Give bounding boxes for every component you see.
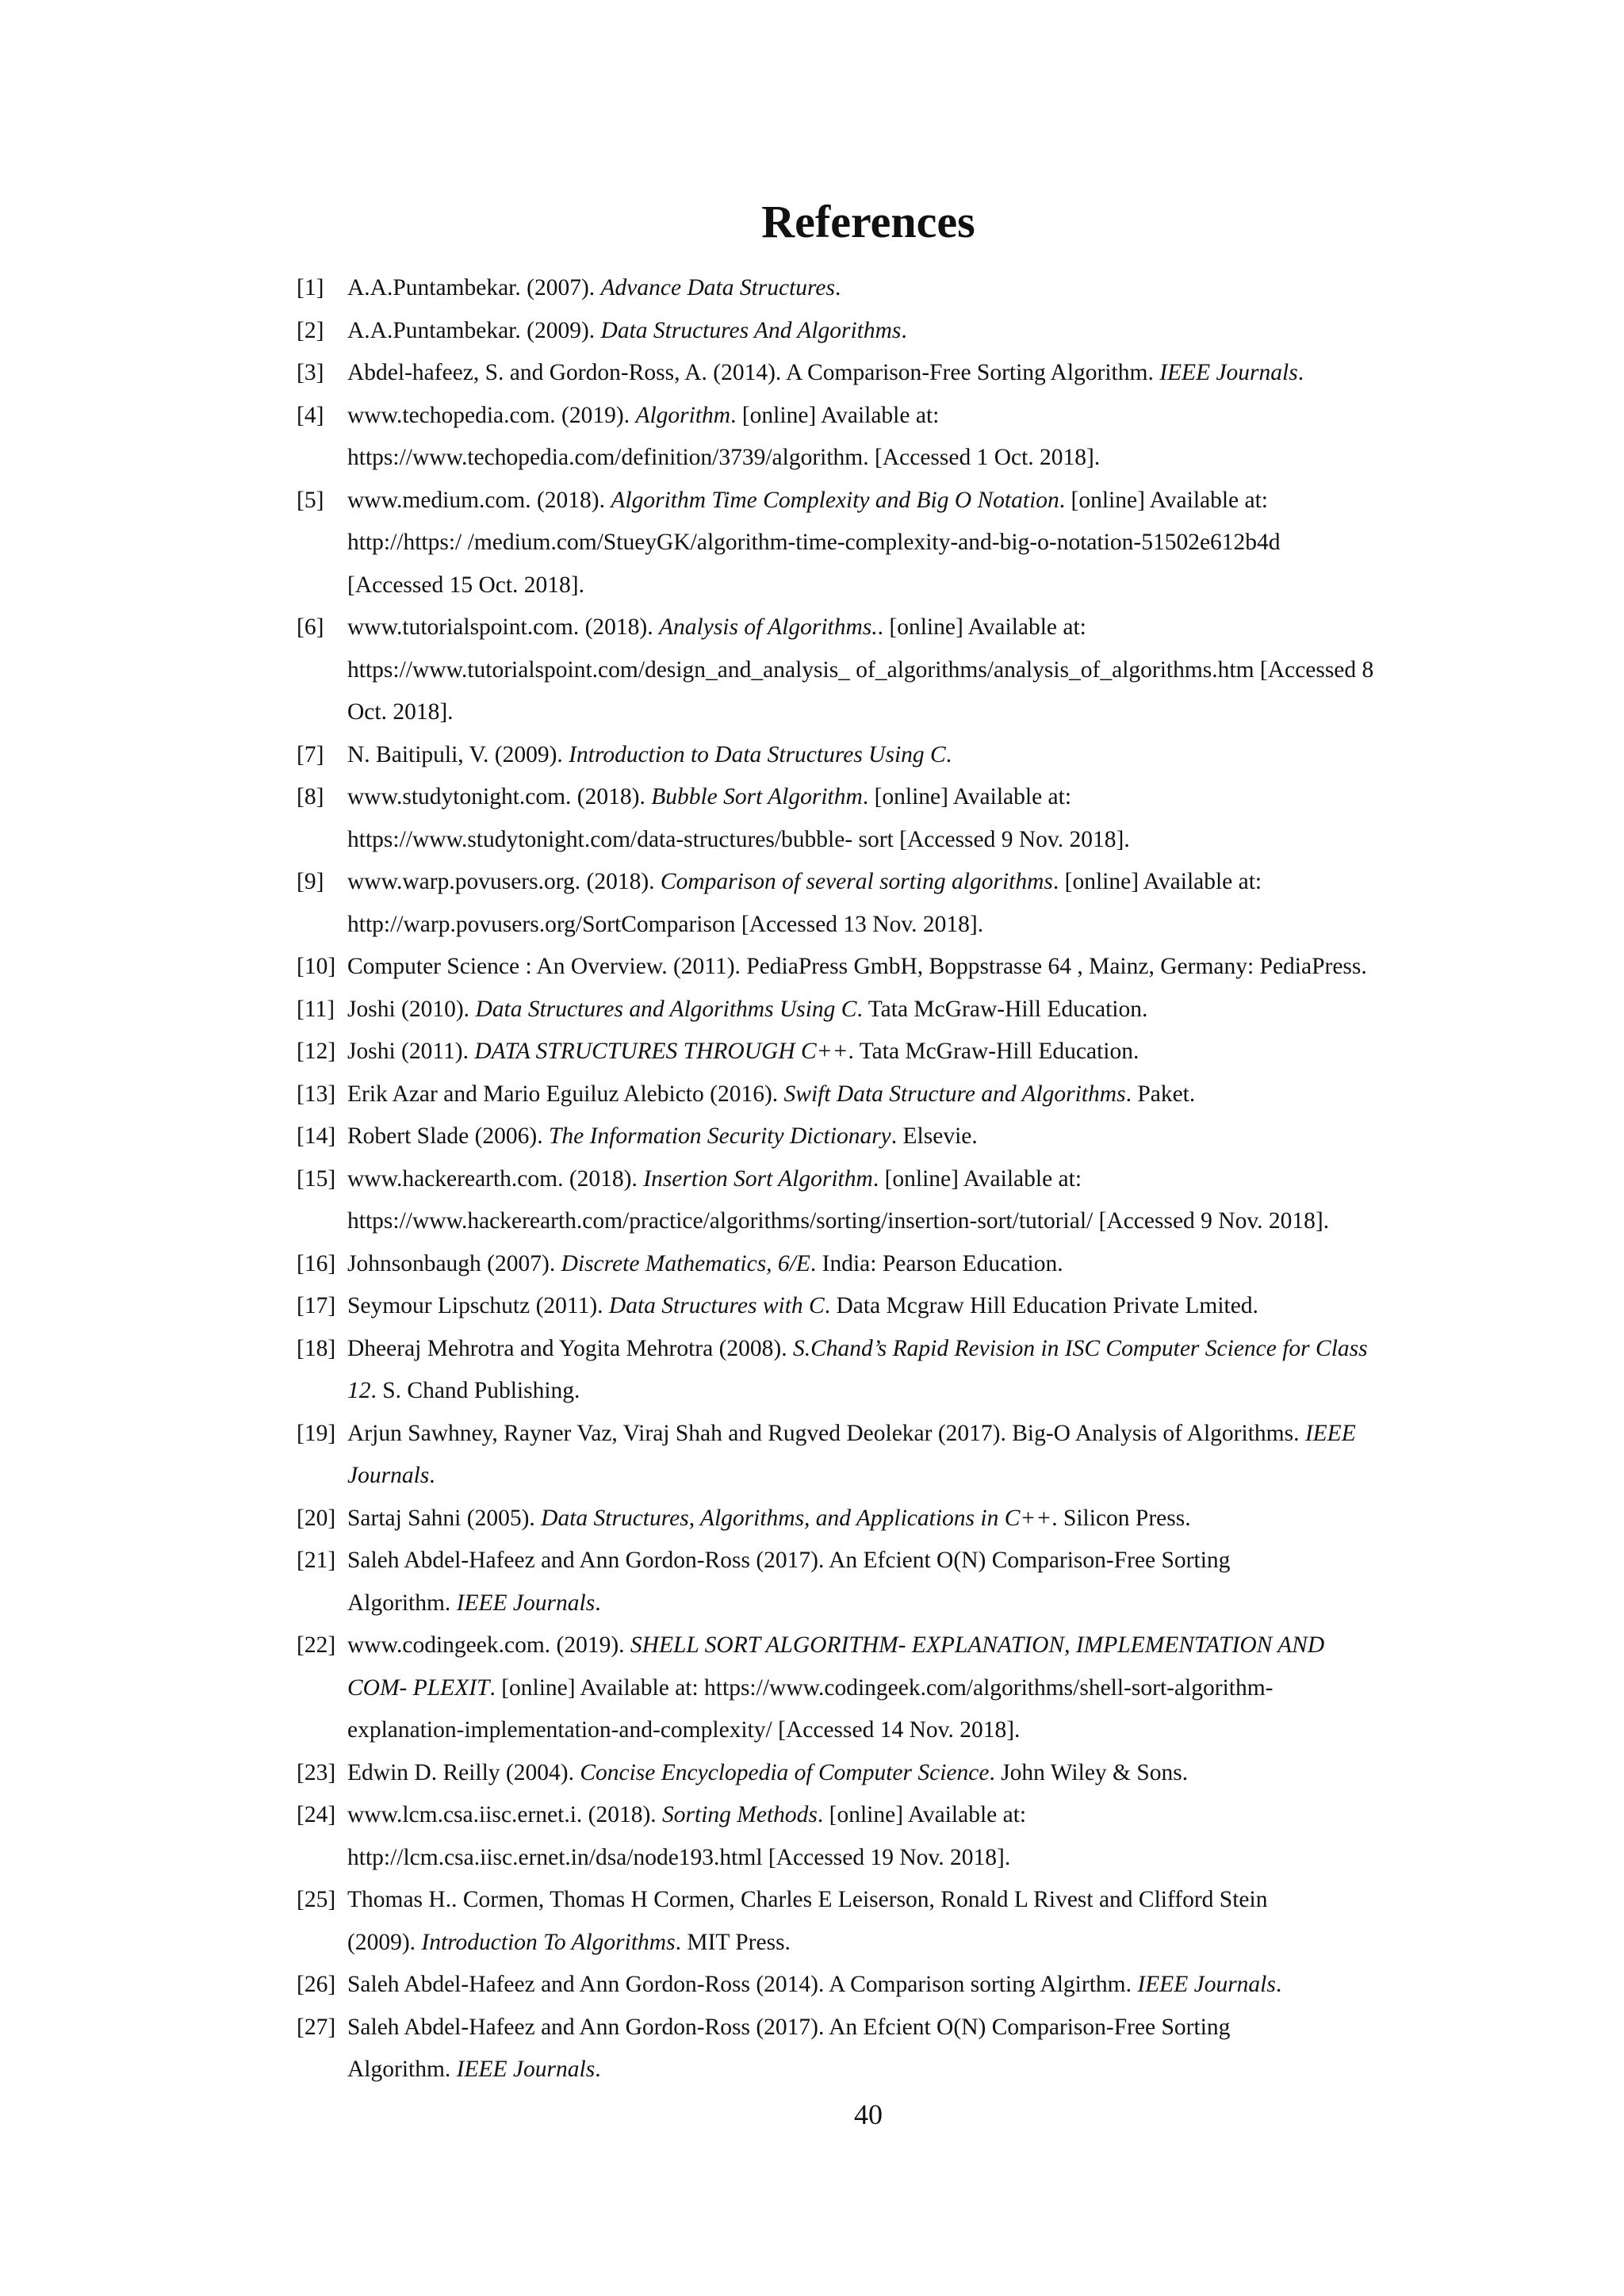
reference-title-italic: Algorithm Time Complexity and Big O Notation	[611, 487, 1059, 513]
reference-text	[347, 1328, 1438, 1413]
reference-text-segment: . India: Pearson Education.	[810, 1250, 1063, 1276]
reference-text-segment: Saleh Abdel-Hafeez and Ann Gordon-Ross (2017). An Efcient O(N) Comparison-Free Sorting	[347, 2014, 1231, 2040]
reference-text-segment: N. Baitipuli, V. (2009).	[347, 741, 569, 767]
reference-text-segment: . [online] Available at:	[877, 614, 1086, 640]
reference-text-segment: www.codingeek.com. (2019).	[347, 1632, 630, 1658]
reference-text-segment: . MIT Press.	[675, 1929, 791, 1955]
reference-number: [25]	[297, 1887, 336, 1912]
reference-number: [27]	[297, 2014, 336, 2040]
reference-item	[297, 734, 1438, 777]
reference-item	[297, 395, 1438, 480]
reference-text-segment: Thomas H.. Cormen, Thomas H Cormen, Charles E Leiserson, Ronald L Rivest and Clifford Stein	[347, 1887, 1268, 1912]
reference-line	[347, 1624, 1438, 1667]
reference-text-segment: .	[835, 275, 841, 300]
reference-number: [6]	[297, 614, 324, 640]
reference-text	[347, 1540, 1438, 1624]
reference-text-segment: http://warp.povusers.org/SortComparison [Accessed 13 Nov. 2018].	[347, 911, 984, 937]
reference-line	[347, 1158, 1438, 1201]
reference-title-italic: Comparison of several sorting algorithms	[660, 869, 1053, 894]
reference-item	[297, 1794, 1438, 1879]
reference-line	[347, 1794, 1438, 1837]
reference-text	[347, 1115, 1438, 1158]
reference-item	[297, 2007, 1438, 2091]
reference-line	[347, 1200, 1438, 1243]
reference-line	[347, 437, 1438, 480]
reference-text-segment: .	[1275, 1972, 1282, 1997]
reference-item	[297, 267, 1438, 310]
reference-text-segment: .	[595, 1590, 601, 1616]
reference-number: [13]	[297, 1081, 336, 1107]
reference-line	[347, 1243, 1438, 1286]
reference-line	[347, 1455, 1438, 1498]
reference-title-italic: IEEE Journals	[1159, 360, 1298, 385]
reference-text-segment: . Data Mcgraw Hill Education Private Lmited.	[824, 1293, 1258, 1318]
reference-text-segment: . Tata McGraw-Hill Education.	[856, 996, 1148, 1022]
reference-line	[347, 819, 1438, 862]
reference-number: [7]	[297, 741, 324, 767]
reference-item	[297, 989, 1438, 1031]
reference-text-segment: . [online] Available at:	[862, 784, 1072, 809]
reference-text-segment: [Accessed 15 Oct. 2018].	[347, 572, 585, 598]
reference-line	[347, 310, 1438, 353]
reference-text	[347, 267, 1438, 310]
reference-text-segment: https://www.hackerearth.com/practice/algorithms/sorting/insertion-sort/tutorial/ [Accessed 9 Nov. 2018].	[347, 1208, 1330, 1234]
reference-item	[297, 946, 1438, 989]
reference-item	[297, 1964, 1438, 2007]
reference-text	[347, 1964, 1438, 2007]
reference-text-segment: . [online] Available at:	[730, 402, 940, 428]
reference-number: [8]	[297, 784, 324, 809]
reference-text	[347, 989, 1438, 1031]
reference-line	[347, 989, 1438, 1031]
reference-text	[347, 1073, 1438, 1116]
reference-title-italic: SHELL SORT ALGORITHM- EXPLANATION, IMPLEMENTATION AND	[630, 1632, 1325, 1658]
reference-text	[347, 861, 1438, 946]
reference-text-segment: http://lcm.csa.iisc.ernet.in/dsa/node193.html [Accessed 19 Nov. 2018].	[347, 1844, 1011, 1870]
reference-number: [14]	[297, 1123, 336, 1149]
reference-title-italic: Discrete Mathematics, 6/E	[561, 1250, 810, 1276]
reference-text-segment: http://https:/ /medium.com/StueyGK/algorithm-time-complexity-and-big-o-notation-51502e612b4d	[347, 530, 1281, 555]
reference-text-segment: Saleh Abdel-Hafeez and Ann Gordon-Ross (2017). An Efcient O(N) Comparison-Free Sorting	[347, 1548, 1231, 1573]
reference-line	[347, 1667, 1438, 1710]
reference-text	[347, 1794, 1438, 1879]
reference-text-segment: Oct. 2018].	[347, 699, 454, 725]
reference-item	[297, 480, 1438, 607]
reference-title-italic: Algorithm	[635, 402, 731, 428]
reference-item	[297, 607, 1438, 734]
reference-title-italic: Introduction to Data Structures Using C	[569, 741, 946, 767]
reference-line	[347, 352, 1438, 395]
reference-line	[347, 1879, 1438, 1922]
reference-title-italic: COM- PLEXIT	[347, 1674, 490, 1701]
reference-line	[347, 1370, 1438, 1413]
reference-line	[347, 691, 1438, 734]
reference-item	[297, 1540, 1438, 1624]
reference-title-italic: Concise Encyclopedia of Computer Science	[580, 1759, 990, 1785]
reference-text-segment: Computer Science : An Overview. (2011). PediaPress GmbH, Boppstrasse 64 , Mainz, Germany: PediaPress.	[347, 954, 1367, 979]
reference-number: [22]	[297, 1632, 336, 1658]
reference-text-segment: Johnsonbaugh (2007).	[347, 1250, 561, 1276]
reference-text	[347, 1879, 1438, 1964]
reference-item	[297, 352, 1438, 395]
reference-text-segment: . [online] Available at: https://www.codingeek.com/algorithms/shell-sort-algorithm-	[489, 1674, 1274, 1701]
reference-text	[347, 1243, 1438, 1286]
reference-title-italic: Introduction To Algorithms	[421, 1929, 676, 1955]
reference-line	[347, 1540, 1438, 1582]
reference-title-italic: Sorting Methods	[662, 1802, 818, 1827]
reference-line	[347, 904, 1438, 947]
reference-line	[347, 1073, 1438, 1116]
reference-number: [16]	[297, 1250, 336, 1276]
reference-item	[297, 776, 1438, 861]
reference-line	[347, 1413, 1438, 1456]
reference-item	[297, 1624, 1438, 1752]
reference-line	[347, 1752, 1438, 1795]
reference-item	[297, 1285, 1438, 1328]
reference-line	[347, 2049, 1438, 2091]
reference-item	[297, 1498, 1438, 1540]
reference-line	[347, 1582, 1438, 1625]
reference-text-segment: www.medium.com. (2018).	[347, 487, 611, 513]
reference-number: [21]	[297, 1548, 336, 1573]
reference-line	[347, 1115, 1438, 1158]
reference-title-italic: Advance Data Structures	[600, 275, 836, 300]
reference-item	[297, 1073, 1438, 1116]
reference-number: [19]	[297, 1420, 336, 1446]
reference-text-segment: . [online] Available at:	[817, 1802, 1027, 1827]
reference-line	[347, 649, 1438, 692]
reference-text-segment: www.techopedia.com. (2019).	[347, 402, 636, 428]
reference-title-italic: The Information Security Dictionary	[548, 1123, 891, 1149]
reference-text-segment: www.warp.povusers.org. (2018).	[347, 869, 661, 894]
reference-text-segment: Arjun Sawhney, Rayner Vaz, Viraj Shah and Rugved Deolekar (2017). Big-O Analysis of Algorithms.	[347, 1420, 1305, 1446]
reference-line	[347, 267, 1438, 310]
reference-text-segment: Abdel-hafeez, S. and Gordon-Ross, A. (2014). A Comparison-Free Sorting Algorithm.	[347, 360, 1160, 385]
reference-text-segment: Joshi (2011).	[347, 1039, 475, 1064]
reference-title-italic: 12	[347, 1378, 371, 1403]
reference-text-segment: .	[1297, 360, 1304, 385]
reference-number: [20]	[297, 1505, 336, 1531]
reference-title-italic: Data Structures And Algorithms	[600, 317, 902, 343]
reference-title-italic: Data Structures, Algorithms, and Applications in C++	[541, 1505, 1052, 1531]
reference-text-segment: . Tata McGraw-Hill Education.	[848, 1039, 1139, 1064]
reference-text-segment: .	[945, 741, 952, 767]
reference-title-italic: Journals	[347, 1463, 430, 1488]
reference-list	[297, 267, 1438, 2091]
reference-item	[297, 310, 1438, 353]
reference-number: [5]	[297, 487, 324, 513]
reference-item	[297, 1879, 1438, 1964]
reference-line	[347, 1709, 1438, 1752]
reference-text	[347, 480, 1438, 607]
reference-text-segment: Erik Azar and Mario Eguiluz Alebicto (2016).	[347, 1081, 784, 1107]
reference-line	[347, 2007, 1438, 2049]
reference-text-segment: https://www.tutorialspoint.com/design_and_analysis_ of_algorithms/analysis_of_algorithms.htm [Accessed 8	[347, 656, 1374, 683]
reference-number: [12]	[297, 1039, 336, 1064]
reference-line	[347, 1285, 1438, 1328]
reference-number: [2]	[297, 317, 324, 343]
reference-line	[347, 1328, 1438, 1371]
reference-text	[347, 2007, 1438, 2091]
reference-item	[297, 1752, 1438, 1795]
page-title: References	[761, 196, 975, 247]
reference-text	[347, 1158, 1438, 1243]
reference-text-segment: www.studytonight.com. (2018).	[347, 784, 652, 809]
reference-text-segment: . Paket.	[1125, 1081, 1196, 1107]
reference-text-segment: . S. Chand Publishing.	[370, 1378, 580, 1403]
reference-text-segment: www.tutorialspoint.com. (2018).	[347, 614, 660, 640]
reference-text	[347, 1752, 1438, 1795]
reference-item	[297, 1328, 1438, 1413]
reference-text	[347, 395, 1438, 480]
reference-title-italic: Data Structures and Algorithms Using C	[475, 996, 857, 1022]
reference-text-segment: https://www.techopedia.com/definition/3739/algorithm. [Accessed 1 Oct. 2018].	[347, 445, 1101, 470]
reference-number: [11]	[297, 996, 335, 1022]
reference-text-segment: Algorithm.	[347, 1590, 457, 1616]
reference-text-segment: A.A.Puntambekar. (2007).	[347, 275, 601, 300]
reference-text	[347, 607, 1438, 734]
reference-number: [24]	[297, 1802, 336, 1827]
reference-line	[347, 1964, 1438, 2007]
reference-text-segment: . [online] Available at:	[1059, 487, 1269, 513]
reference-title-italic: Swift Data Structure and Algorithms	[783, 1081, 1126, 1107]
reference-number: [1]	[297, 275, 324, 300]
reference-line	[347, 395, 1438, 438]
reference-line	[347, 1922, 1438, 1965]
reference-text-segment: .	[429, 1463, 435, 1488]
reference-text-segment: . Elsevie.	[891, 1123, 978, 1149]
reference-text	[347, 1031, 1438, 1073]
reference-text	[347, 1285, 1438, 1328]
reference-line	[347, 1031, 1438, 1073]
reference-title-italic: IEEE Journals	[456, 1590, 596, 1616]
reference-item	[297, 1115, 1438, 1158]
reference-title-italic: IEEE Journals	[456, 2057, 596, 2082]
reference-number: [23]	[297, 1759, 336, 1785]
reference-text-segment: A.A.Puntambekar. (2009).	[347, 317, 601, 343]
reference-line	[347, 946, 1438, 989]
reference-text-segment: Robert Slade (2006).	[347, 1123, 549, 1149]
reference-text-segment: Joshi (2010).	[347, 996, 476, 1022]
reference-item	[297, 861, 1438, 946]
reference-line	[347, 1837, 1438, 1880]
reference-text	[347, 1413, 1438, 1498]
reference-number: [10]	[297, 954, 336, 979]
reference-title-italic: S.Chand’s Rapid Revision in ISC Computer Science for Class	[792, 1335, 1368, 1361]
reference-item	[297, 1158, 1438, 1243]
reference-line	[347, 522, 1438, 564]
reference-text-segment: . John Wiley & Sons.	[989, 1759, 1189, 1785]
reference-text-segment: www.hackerearth.com. (2018).	[347, 1165, 644, 1192]
reference-item	[297, 1413, 1438, 1498]
reference-text-segment: . [online] Available at:	[872, 1165, 1082, 1192]
reference-text-segment: .	[901, 317, 907, 343]
reference-text	[347, 1624, 1438, 1752]
reference-line	[347, 734, 1438, 777]
reference-number: [17]	[297, 1293, 336, 1318]
page-number: 40	[854, 2099, 883, 2130]
reference-line	[347, 861, 1438, 904]
reference-line	[347, 1498, 1438, 1540]
reference-text-segment: www.lcm.csa.iisc.ernet.i. (2018).	[347, 1802, 663, 1827]
reference-title-italic: Insertion Sort Algorithm	[643, 1165, 873, 1192]
reference-title-italic: Analysis of Algorithms.	[659, 614, 878, 640]
reference-number: [15]	[297, 1165, 336, 1192]
reference-line	[347, 776, 1438, 819]
reference-text-segment: (2009).	[347, 1929, 422, 1955]
reference-text	[347, 1498, 1438, 1540]
reference-number: [26]	[297, 1972, 336, 1997]
reference-title-italic: IEEE Journals	[1137, 1972, 1276, 1997]
reference-text-segment: explanation-implementation-and-complexity/ [Accessed 14 Nov. 2018].	[347, 1717, 1021, 1743]
reference-text-segment: Dheeraj Mehrotra and Yogita Mehrotra (2008).	[347, 1335, 793, 1361]
reference-text-segment: . Silicon Press.	[1051, 1505, 1191, 1531]
reference-title-italic: DATA STRUCTURES THROUGH C++	[474, 1039, 848, 1064]
reference-text-segment: .	[595, 2057, 601, 2082]
reference-line	[347, 564, 1438, 607]
reference-text	[347, 946, 1438, 989]
reference-number: [9]	[297, 869, 324, 894]
reference-line	[347, 480, 1438, 522]
reference-text-segment: Seymour Lipschutz (2011).	[347, 1293, 609, 1318]
reference-text	[347, 310, 1438, 353]
reference-number: [3]	[297, 360, 324, 385]
reference-text-segment: . [online] Available at:	[1052, 869, 1262, 894]
reference-line	[347, 607, 1438, 649]
reference-number: [4]	[297, 402, 324, 428]
reference-item	[297, 1243, 1438, 1286]
reference-title-italic: IEEE	[1304, 1420, 1356, 1446]
reference-number: [18]	[297, 1335, 336, 1361]
reference-text-segment: Algorithm.	[347, 2057, 457, 2082]
reference-text	[347, 776, 1438, 861]
reference-item	[297, 1031, 1438, 1073]
reference-text-segment: Saleh Abdel-Hafeez and Ann Gordon-Ross (2014). A Comparison sorting Algirthm.	[347, 1972, 1138, 1997]
reference-title-italic: Bubble Sort Algorithm	[651, 784, 863, 809]
reference-title-italic: Data Structures with C	[608, 1293, 825, 1318]
reference-text	[347, 352, 1438, 395]
reference-text-segment: https://www.studytonight.com/data-structures/bubble- sort [Accessed 9 Nov. 2018].	[347, 826, 1130, 852]
reference-text-segment: Sartaj Sahni (2005).	[347, 1505, 542, 1531]
reference-text-segment: Edwin D. Reilly (2004).	[347, 1759, 580, 1785]
reference-text	[347, 734, 1438, 777]
